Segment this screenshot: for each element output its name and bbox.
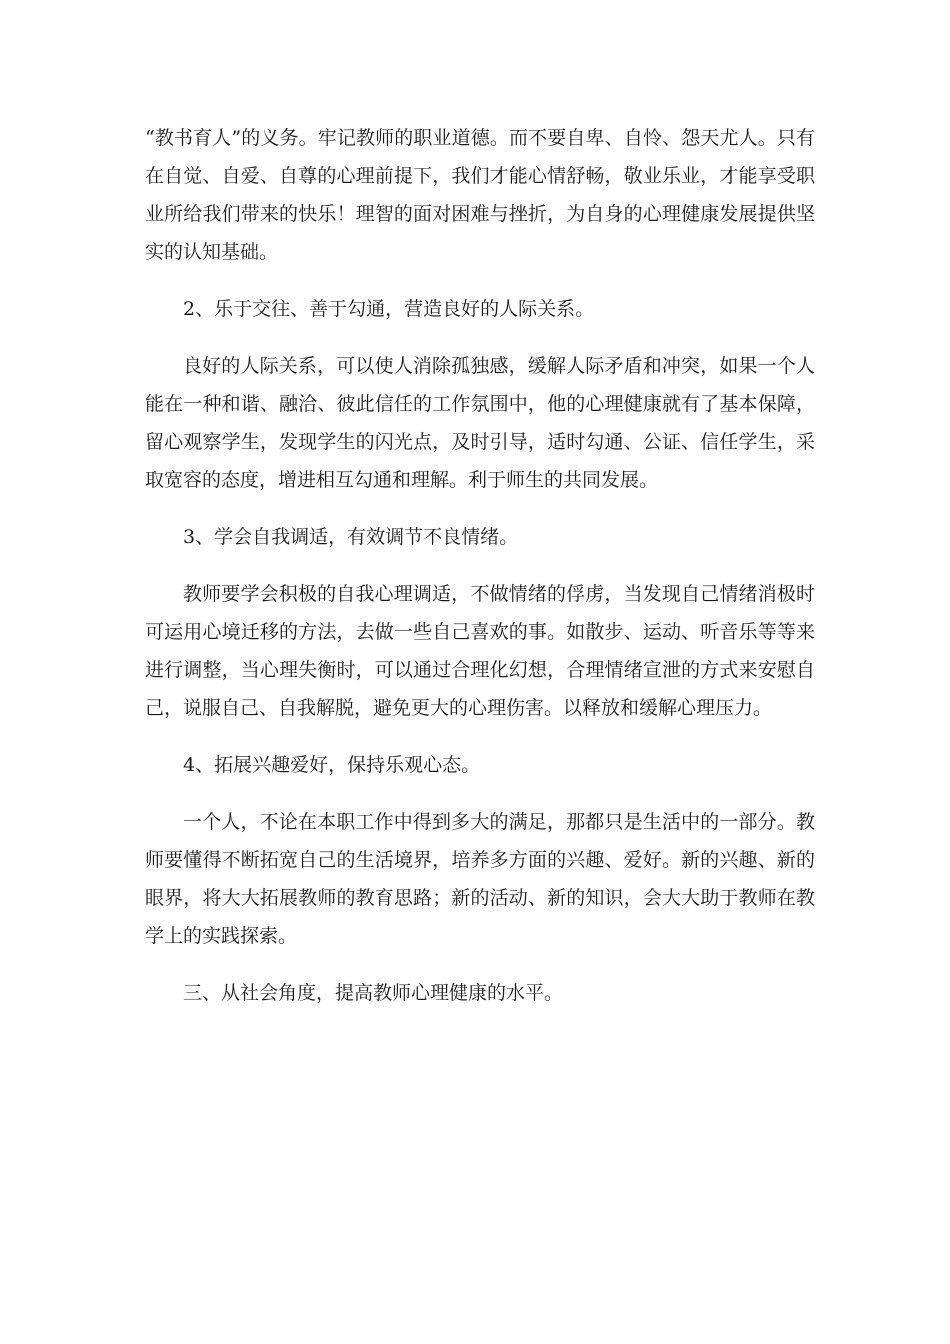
section-heading-4: 4、拓展兴趣爱好，保持乐观心态。 [183,754,481,776]
section-heading-three: 三、从社会角度，提高教师心理健康的水平。 [183,982,564,1004]
section-heading-2: 2、乐于交往、善于勾通，营造良好的人际关系。 [183,298,595,320]
paragraph-continued: “教书育人”的义务。牢记教师的职业道德。而不要自卑、自怜、怨天尤人。只有在自觉、自爱、自尊的心理前提下，我们才能心情舒畅，敬业乐业，才能享受职业所给我们带来的快乐！理智的面对困难与挫折，为自身的心理健康发展提供坚实的认知基础。 [145,127,815,263]
paragraph-interests: 一个人，不论在本职工作中得到多大的满足，那都只是生活中的一部分。教师要懂得不断拓宽自己的生活境界，培养多方面的兴趣、爱好。新的兴趣、新的眼界，将大大拓展教师的教育思路；新的活动、新的知识，会大大助于教师在教学上的实践探索。 [145,811,815,947]
section-heading-3: 3、学会自我调适，有效调节不良情绪。 [183,526,519,548]
document-body [145,119,815,1031]
paragraph-self-adjustment: 教师要学会积极的自我心理调适，不做情绪的俘虏，当发现自己情绪消极时可运用心境迁移的方法，去做一些自己喜欢的事。如散步、运动、听音乐等等来进行调整，当心理失衡时，可以通过合理化幻想，合理情绪宣泄的方式来安慰自己，说服自己、自我解脱，避免更大的心理伤害。以释放和缓解心理压力。 [145,583,815,719]
paragraph-interpersonal: 良好的人际关系，可以使人消除孤独感，缓解人际矛盾和冲突，如果一个人能在一种和谐、融洽、彼此信任的工作氛围中，他的心理健康就有了基本保障，留心观察学生，发现学生的闪光点，及时引导，适时勾通、公证、信任学生，采取宽容的态度，增进相互勾通和理解。利于师生的共同发展。 [145,355,815,491]
